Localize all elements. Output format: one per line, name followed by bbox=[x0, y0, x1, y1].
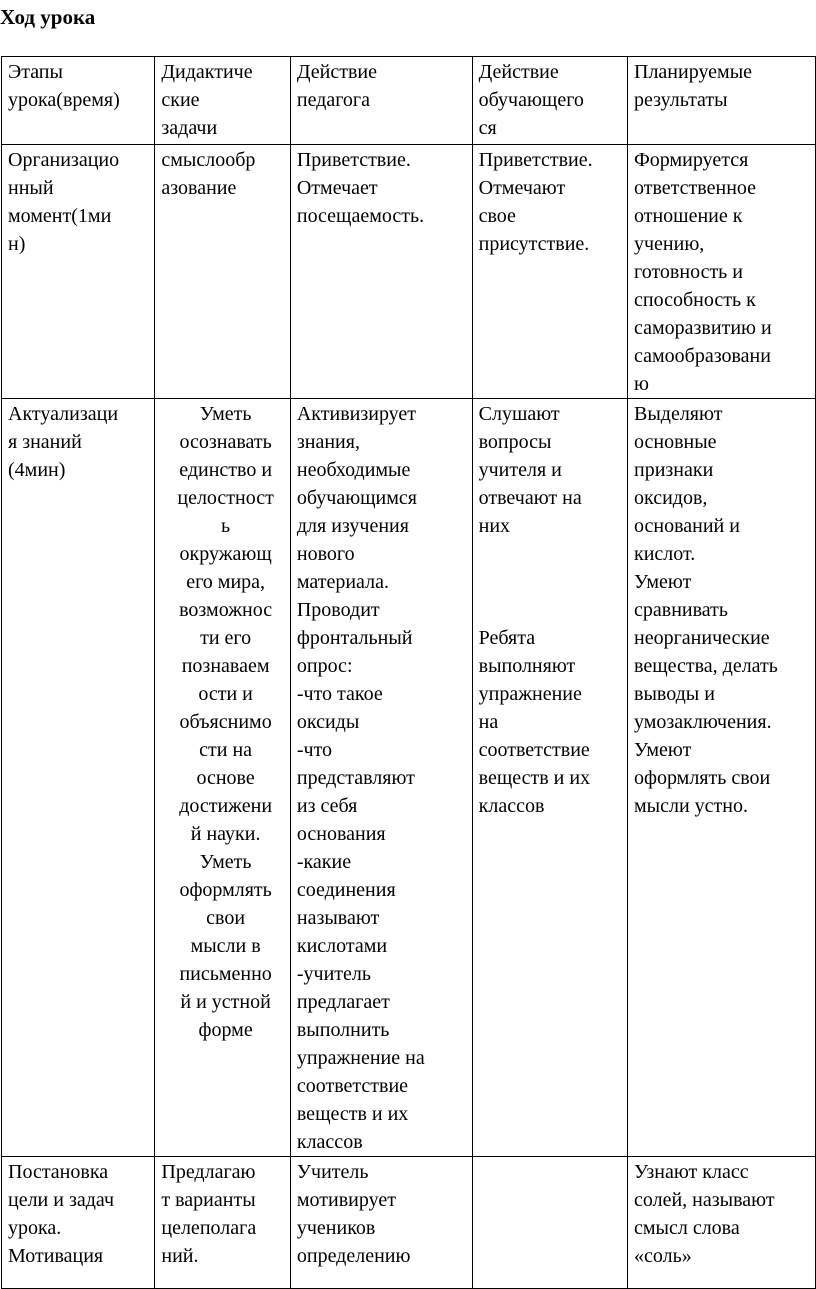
table-header-row bbox=[2, 57, 816, 145]
lesson-plan-table bbox=[1, 56, 816, 1289]
table-cell: Предлагаю т варианты целеполага ний. bbox=[155, 1157, 290, 1289]
table-cell: Узнают класс солей, называют смысл слова «соль» bbox=[628, 1157, 816, 1289]
table-row bbox=[2, 145, 816, 399]
table-cell: Формируется ответственное отношение к учению, готовность и способность к саморазвитию и самообразовани ю bbox=[628, 145, 816, 399]
table-cell: Постановка цели и задач урока. Мотивация bbox=[2, 1157, 155, 1289]
table-cell bbox=[472, 1157, 627, 1289]
document-title: Ход урока bbox=[0, 5, 96, 29]
header-cell-student-actions: Действие обучающего ся bbox=[472, 57, 627, 145]
table-row bbox=[2, 1157, 816, 1289]
table-cell: Приветствие. Отмечают свое присутствие. bbox=[472, 145, 627, 399]
header-cell-planned-results: Планируемые результаты bbox=[628, 57, 816, 145]
table-cell: Слушают вопросы учителя и отвечают на них Ребята выполняют упражнение на соответствие веществ и их классов bbox=[472, 399, 627, 1157]
header-cell-stages: Этапы урока(время) bbox=[2, 57, 155, 145]
table-cell: Уметь осознавать единство и целостност ь окружающ его мира, возможнос ти его познаваем ости и объяснимо сти на основе достижени й науки. Уметь оформлять свои мысли в письменно й и устной форме bbox=[155, 399, 290, 1157]
table-cell: Актуализаци я знаний (4мин) bbox=[2, 399, 155, 1157]
header-cell-didactic-tasks: Дидактиче ские задачи bbox=[155, 57, 290, 145]
table-row bbox=[2, 399, 816, 1157]
table-cell: Активизирует знания, необходимые обучающимся для изучения нового материала. Проводит фронтальный опрос: -что такое оксиды -что представляют из себя основания -какие соединения называют кислотами -учитель предлагает выполнить упражнение на соответствие веществ и их классов bbox=[290, 399, 472, 1157]
table-cell: Приветствие. Отмечает посещаемость. bbox=[290, 145, 472, 399]
header-cell-teacher-actions: Действие педагога bbox=[290, 57, 472, 145]
table-cell: Учитель мотивирует учеников определению bbox=[290, 1157, 472, 1289]
table-cell: Организацио нный момент(1ми н) bbox=[2, 145, 155, 399]
table-cell: Выделяют основные признаки оксидов, оснований и кислот. Умеют сравнивать неорганические вещества, делать выводы и умозаключения. Умеют оформлять свои мысли устно. bbox=[628, 399, 816, 1157]
table-cell: смыслообр азование bbox=[155, 145, 290, 399]
